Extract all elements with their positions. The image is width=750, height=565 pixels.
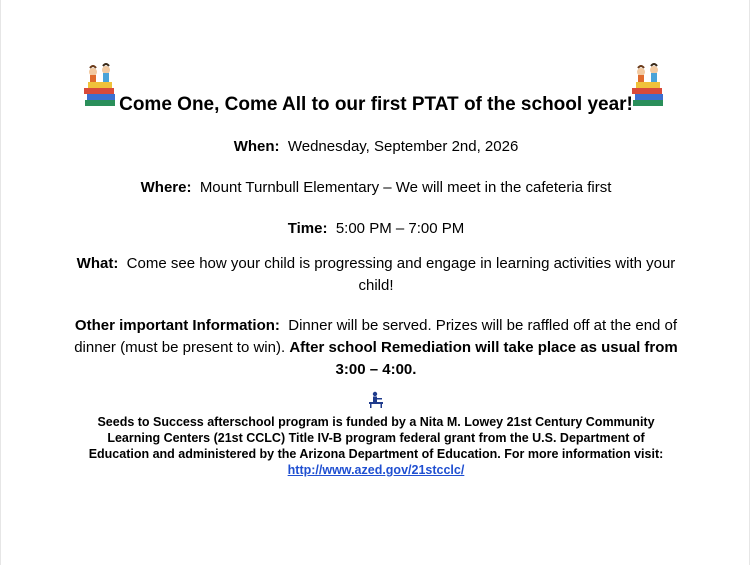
azed-link[interactable]: http://www.azed.gov/21stcclc/: [287, 463, 465, 477]
where-line: [61, 177, 691, 199]
flyer-title: Come One, Come All to our first PTAT of the school year!: [119, 94, 633, 115]
funding-text: Seeds to Success afterschool program is funded by a Nita M. Lowey 21st Century Community Learning Centers (21st CCLC) Title IV-B program federal grant from the U.S. Department of Education and administered by the Arizona Department of Education. For more information visit:: [88, 415, 664, 461]
student-at-desk-icon: [367, 391, 385, 409]
where-label: Where:: [140, 179, 192, 196]
time-value: 5:00 PM – 7:00 PM: [335, 220, 465, 237]
time-label: Time:: [287, 220, 328, 237]
time-line: [61, 218, 691, 240]
when-label: When:: [233, 138, 280, 155]
remediation-note: After school Remediation will take place as usual from 3:00 – 4:00.: [289, 339, 678, 378]
what-line: [61, 253, 691, 297]
other-info-label: Other important Information:: [74, 317, 280, 334]
when-value: Wednesday, September 2nd, 2026: [287, 138, 519, 155]
where-value: Mount Turnbull Elementary – We will meet in the cafeteria first: [199, 179, 612, 196]
other-info-value: Dinner will be served. Prizes will be raffled off at the end of dinner (must be present to win).: [74, 317, 678, 356]
when-line: [61, 136, 691, 158]
funding-notice: [81, 414, 671, 478]
other-info-line: [61, 315, 691, 381]
what-label: What:: [76, 255, 119, 272]
what-value: Come see how your child is progressing and engage in learning activities with your child!: [126, 255, 676, 294]
